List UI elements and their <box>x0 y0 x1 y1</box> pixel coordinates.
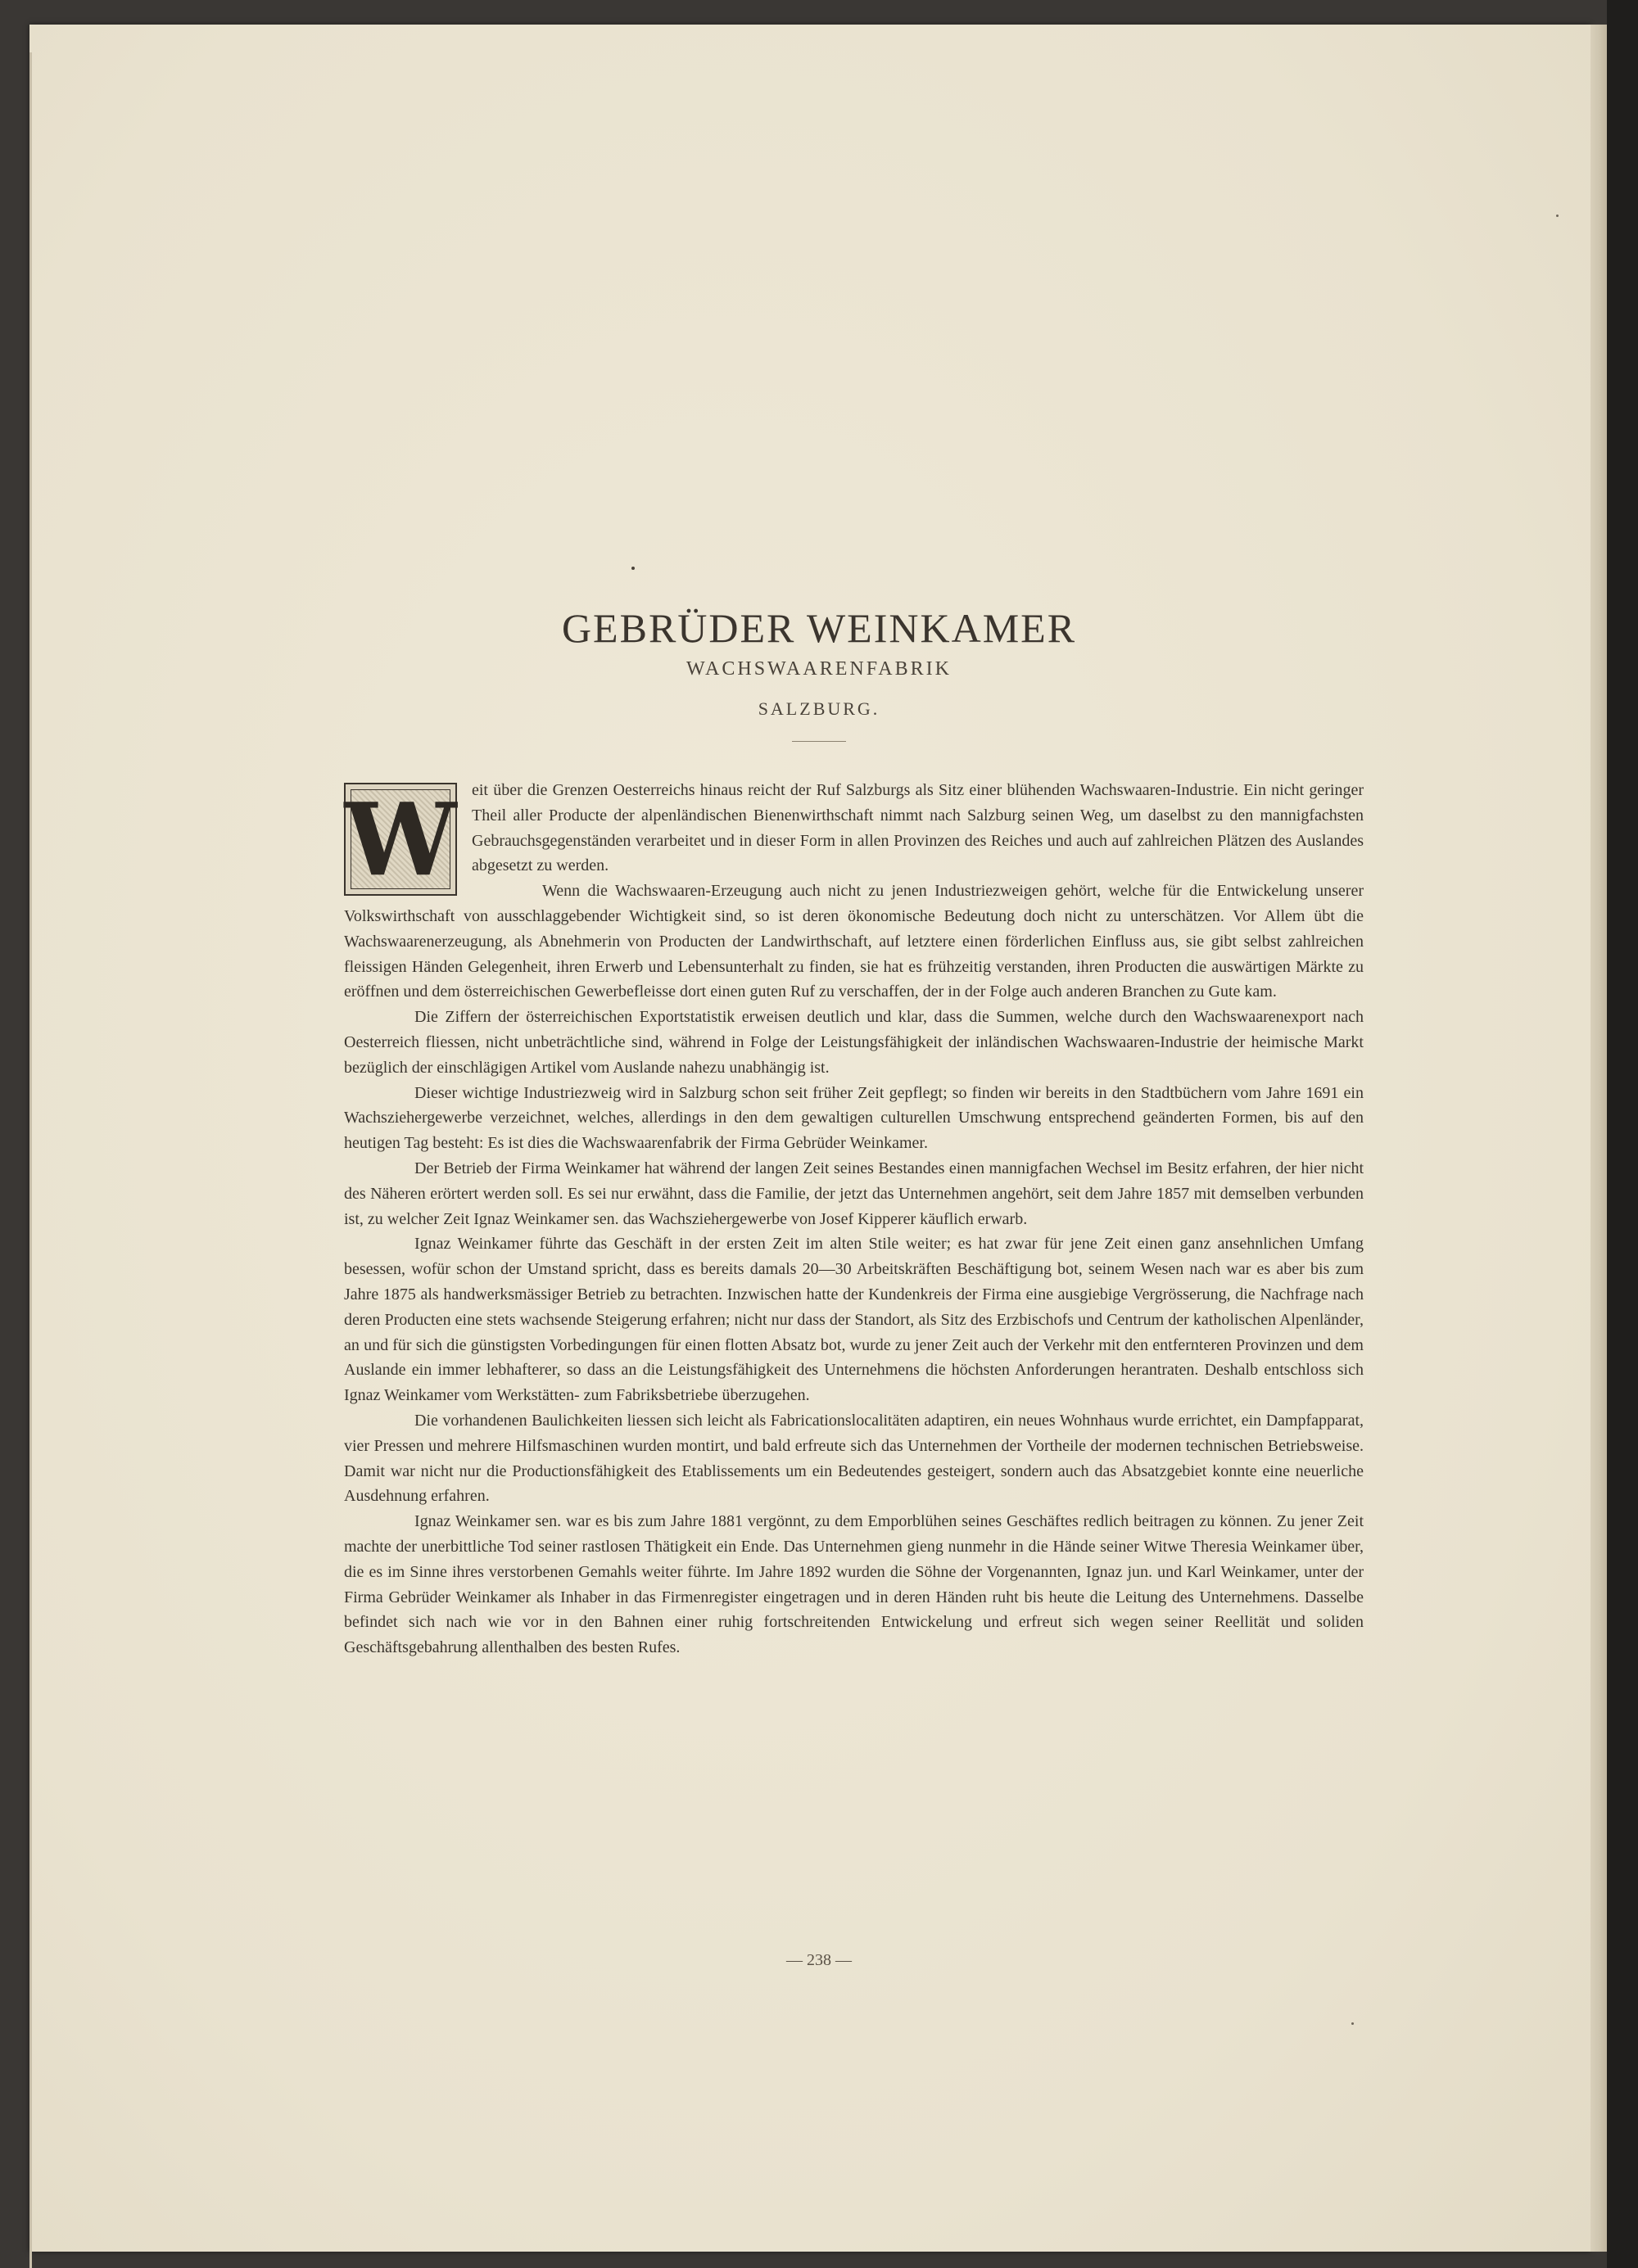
page-speck <box>631 567 635 570</box>
paragraph: Der Betrieb der Firma Weinkamer hat während der langen Zeit seines Bestandes einen mannigfachen Wechsel im Besitz erfahren, der hier nicht des Näheren erörtert werden soll. Es sei nur erwähnt, dass die Familie, der jetzt das Unternehmen angehört, seit dem Jahre 1857 mit demselben verbunden ist, zu welcher Zeit Ignaz Weinkamer sen. das Wachsziehergewerbe von Josef Kipperer käuflich erwarb. <box>344 1159 1364 1228</box>
page-left-edge <box>29 52 32 2268</box>
page-number: — 238 — <box>786 1951 852 1969</box>
drop-cap-letter: W <box>344 780 457 898</box>
paragraph: Die vorhandenen Baulichkeiten liessen sich leicht als Fabricationslocalitäten adaptiren, ein neues Wohnhaus wurde errichtet, ein Dampfapparat, vier Pressen und mehrere Hilfsmaschinen wurden montirt, und bald erfreute sich das Unternehmen der Vortheile der modernen technischen Betriebsweise. Damit war nicht nur die Productionsfähigkeit des Etablissements um ein Bedeutendes gesteigert, sondern auch das Absatzgebiet konnte eine neuerliche Ausdehnung erfahren. <box>344 1411 1364 1506</box>
drop-cap-ornament <box>344 780 457 898</box>
paragraph: Wenn die Wachswaaren-Erzeugung auch nicht zu jenen Industriezweigen gehört, welche für die Entwickelung unserer Volkswirthschaft von ausschlaggebender Wichtigkeit sind, so ist deren ökonomische Bedeutung doch nicht zu unterschätzen. Vor Allem übt die Wachswaarenerzeugung, als Abnehmerin von Producten der Landwirthschaft, auf letztere einen förderlichen Einfluss aus, sie gibt selbst zahlreichen fleissigen Händen Gelegenheit, ihren Erwerb und Lebensunterhalt zu finden, sie hat es frühzeitig verstanden, ihren Producten die auswärtigen Märkte zu eröffnen und dem österreichischen Gewerbefleisse dort einen guten Ruf zu verschaffen, der in der Folge auch anderen Branchen zu Gute kam. <box>344 882 1364 1001</box>
scan-border <box>1607 0 1638 2268</box>
page-right-edge <box>1590 25 1607 2252</box>
page-speck <box>1556 215 1559 217</box>
place-name: SALZBURG. <box>758 698 880 719</box>
article-body <box>344 778 1364 1660</box>
paragraph <box>344 778 1364 898</box>
paragraph: Dieser wichtige Industriezweig wird in Salzburg schon seit früher Zeit gepflegt; so finden wir bereits in den Stadtbüchern vom Jahre 1691 ein Wachsziehergewerbe verzeichnet, welches, allerdings in den dem gewaltigen culturellen Umschwung entsprechend geänderten Formen, bis auf den heutigen Tag besteht: Es ist dies die Wachswaarenfabrik der Firma Gebrüder Weinkamer. <box>344 1083 1364 1153</box>
paragraph: Ignaz Weinkamer führte das Geschäft in der ersten Zeit im alten Stile weiter; es hat zwar für jene Zeit einen ganz ansehnlichen Umfang besessen, wofür schon der Umstand spricht, dass es bereits damals 20—30 Arbeitskräften Beschäftigung bot, seinem Wesen nach war es aber bis zum Jahre 1875 als handwerksmässiger Betrieb zu betrachten. Inzwischen hatte der Kundenkreis der Firma eine ausgiebige Vergrösserung, die Nachfrage nach deren Producten eine stets wachsende Steigerung erfahren; nicht nur dass der Standort, als Sitz des Erzbischofs und Centrum der katholischen Alpenländer, an und für sich die günstigsten Vorbedingungen für einen flotten Absatz bot, wurde zu jener Zeit auch der Verkehr mit den entfernteren Provinzen und dem Auslande ein immer lebhafterer, so dass an die Leistungsfähigkeit des Unternehmens die höchsten Anforderungen herantraten. Deshalb entschloss sich Ignaz Weinkamer vom Werkstätten- zum Fabriksbetriebe überzugehen. <box>344 1235 1364 1405</box>
page-title: GEBRÜDER WEINKAMER <box>561 605 1077 651</box>
page-speck <box>1351 2022 1354 2025</box>
paragraph-text: eit über die Grenzen Oesterreichs hinaus reicht der Ruf Salzburgs als Sitz einer blühenden Wachswaaren-Industrie. Ein nicht geringer Theil aller Producte der alpenländischen Bienenwirthschaft nimmt nach Salzburg seinen Weg, um daselbst zu den mannigfachsten Gebrauchsgegenständen verarbeitet und in dieser Form in allen Provinzen des Reiches und auch auf zahlreichen Plätzen des Auslandes abgesetzt zu werden. <box>472 781 1364 875</box>
page-subtitle: WACHSWAARENFABRIK <box>686 658 952 680</box>
title-divider <box>792 741 846 742</box>
paragraph: Die Ziffern der österreichischen Exportstatistik erweisen deutlich und klar, dass die Summen, welche durch den Wachswaarenexport nach Oesterreich fliessen, nicht unbeträchtliche sind, während in Folge der Leistungsfähigkeit der inländischen Wachswaaren-Industrie der heimische Markt bezüglich der einschlägigen Artikel vom Auslande nahezu unabhängig ist. <box>344 1008 1364 1077</box>
paragraph: Ignaz Weinkamer sen. war es bis zum Jahre 1881 vergönnt, zu dem Emporblühen seines Geschäftes redlich beitragen zu können. Zu jener Zeit machte der unerbittliche Tod seiner rastlosen Thätigkeit ein Ende. Das Unternehmen gieng nunmehr in die Hände seiner Witwe Theresia Weinkamer über, die es im Sinne ihres verstorbenen Gemahls weiter führte. Im Jahre 1892 wurden die Söhne der Vorgenannten, Ignaz jun. und Karl Weinkamer, unter der Firma Gebrüder Weinkamer als Inhaber in das Firmenregister eingetragen und in deren Händen ruht bis heute die Leitung des Unternehmens. Dasselbe befindet sich nach wie vor in den Bahnen einer ruhig fortschreitenden Entwickelung und erfreut sich wegen seiner Reellität und soliden Geschäftsgebahrung allenthalben des besten Rufes. <box>344 1512 1364 1657</box>
